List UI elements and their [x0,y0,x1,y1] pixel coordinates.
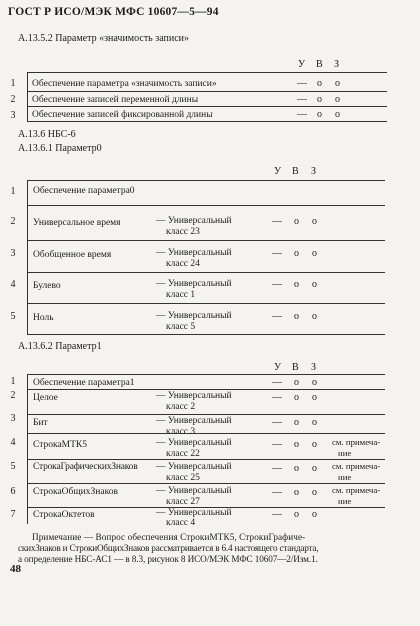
cell-u: — [272,248,282,259]
row-rule [27,205,385,206]
subsection-title: А.13.6.1 Параметр0 [18,143,102,154]
table-cell-text: Обеспечение записей фиксированной длины [32,110,213,120]
cell-v: о [317,78,322,89]
table-rule [27,374,385,375]
cell-u: — [272,439,282,450]
table-cell-text: СтрокаОктетов [33,510,95,520]
note-reference-cont: ние [338,448,352,458]
note-reference: см. примеча- [332,485,381,495]
cell-u: — [297,94,307,105]
row-rule [27,334,385,335]
note-reference: см. примеча- [332,461,381,471]
cell-v: о [294,509,299,520]
cell-v: о [294,311,299,322]
cell-u: — [297,109,307,120]
section-title: А.13.5.2 Параметр «значимость записи» [18,33,189,44]
cell-z: о [312,377,317,388]
table-cell-text: Обеспечение параметра «значимость записи» [32,79,217,89]
row-rule [27,459,385,460]
cell-u: — [272,216,282,227]
section-title: А.13.6.2 Параметр1 [18,341,102,352]
section-title: А.13.6 НБС-6 [18,129,76,140]
table-rule [27,72,387,73]
cell-v: о [317,109,322,120]
col-header-v: В [292,166,299,177]
type-class: класс 1 [166,290,196,300]
table-cell-text: Обеспечение параметра1 [33,378,135,388]
row-rule [27,433,385,434]
col-header-u: У [274,362,282,373]
type-class: класс 3 [166,427,196,437]
cell-v: о [294,248,299,259]
cell-v: о [294,487,299,498]
type-label: — Универсальный [156,416,232,426]
type-class: класс 23 [166,227,200,237]
document-header: ГОСТ Р ИСО/МЭК МФС 10607—5—94 [8,6,219,18]
col-header-v: В [292,362,299,373]
note-reference: см. примеча- [332,437,381,447]
cell-v: о [294,377,299,388]
table-left-rule [27,72,28,122]
row-rule [27,91,387,92]
col-header-u: У [298,59,306,70]
table-cell-text: СтрокаОбщихЗнаков [33,487,118,497]
cell-v: о [294,439,299,450]
type-label: — Универсальный [156,438,232,448]
row-number: 3 [10,248,16,259]
cell-u: — [272,463,282,474]
row-number: 1 [10,376,16,387]
row-number: 6 [10,486,16,497]
row-rule [27,240,385,241]
type-class: класс 24 [166,259,200,269]
page-number: 48 [10,563,21,575]
cell-u: — [272,377,282,388]
table-cell-text: Обеспечение параметра0 [33,186,135,196]
type-label: — Универсальный [156,311,232,321]
table-left-rule [27,374,28,524]
table-cell-text: Обобщенное время [33,250,112,260]
col-header-v: В [316,59,323,70]
note-line: а определение НБС-АС1 — в 8.3, рисунок 8 ИСО/МЭК МФС 10607—2/Изм.1. [18,554,318,564]
type-class: класс 5 [166,322,196,332]
row-rule [27,483,385,484]
table-cell-text: Целое [33,393,58,403]
cell-z: о [312,463,317,474]
row-number: 7 [10,509,16,520]
type-class: класс 27 [166,497,200,507]
table-cell-text: СтрокаМТК5 [33,440,88,450]
cell-v: о [294,463,299,474]
row-rule [27,303,385,304]
cell-v: о [294,392,299,403]
type-label: — Универсальный [156,462,232,472]
row-number: 5 [10,311,16,322]
type-label: — Универсальный [156,248,232,258]
cell-z: о [335,109,340,120]
cell-u: — [272,279,282,290]
row-number: 1 [10,78,16,89]
table-cell-text: СтрокаГрафическихЗнаков [33,462,138,472]
cell-u: — [272,392,282,403]
table-cell-text: Бит [33,418,48,428]
cell-u: — [272,311,282,322]
col-header-z: З [311,362,317,373]
cell-z: о [312,279,317,290]
cell-z: о [312,216,317,227]
type-class: класс 22 [166,449,200,459]
cell-z: о [312,439,317,450]
cell-u: — [272,509,282,520]
table-cell-text: Универсальное время [33,218,121,228]
type-label: — Универсальный [156,216,232,226]
type-class: класс 25 [166,473,200,483]
row-rule [27,272,385,273]
row-rule [27,414,385,415]
cell-v: о [317,94,322,105]
type-label: — Универсальный [156,391,232,401]
row-number: 3 [10,110,16,121]
col-header-u: У [274,166,282,177]
type-label: — Универсальный [156,486,232,496]
note-reference-cont: ние [338,472,352,482]
row-number: 2 [10,94,16,105]
table-left-rule [27,180,28,334]
cell-z: о [312,487,317,498]
type-class: класс 4 [166,518,196,528]
col-header-z: З [334,59,340,70]
note-reference-cont: ние [338,496,352,506]
cell-z: о [312,509,317,520]
table-rule [27,180,385,181]
row-number: 2 [10,216,16,227]
table-cell-text: Ноль [33,313,54,323]
cell-u: — [272,487,282,498]
cell-v: о [294,279,299,290]
row-rule [27,121,387,122]
row-rule [27,106,387,107]
note-line: скихЗнаков и СтрокиОбщихЗнаков рассматривается в 6.4 настоящего стандарта, [18,543,319,553]
note-line: Примечание — Вопрос обеспечения СтрокиМТК5, СтрокиГрафиче- [32,532,306,542]
row-number: 2 [10,390,16,401]
row-number: 1 [10,186,16,197]
type-label: — Универсальный [156,508,232,518]
table-cell-text: Обеспечение записей переменной длины [32,95,199,105]
cell-z: о [312,311,317,322]
cell-u: — [272,417,282,428]
cell-v: о [294,417,299,428]
cell-v: о [294,216,299,227]
row-rule [27,389,385,390]
cell-z: о [312,417,317,428]
cell-z: о [312,392,317,403]
row-number: 4 [10,437,16,448]
col-header-z: З [311,166,317,177]
cell-z: о [312,248,317,259]
row-number: 3 [10,413,16,424]
row-number: 5 [10,461,16,472]
type-class: класс 2 [166,402,196,412]
table-cell-text: Булево [33,281,61,291]
cell-z: о [335,78,340,89]
cell-z: о [335,94,340,105]
cell-u: — [297,78,307,89]
row-number: 4 [10,279,16,290]
type-label: — Универсальный [156,279,232,289]
